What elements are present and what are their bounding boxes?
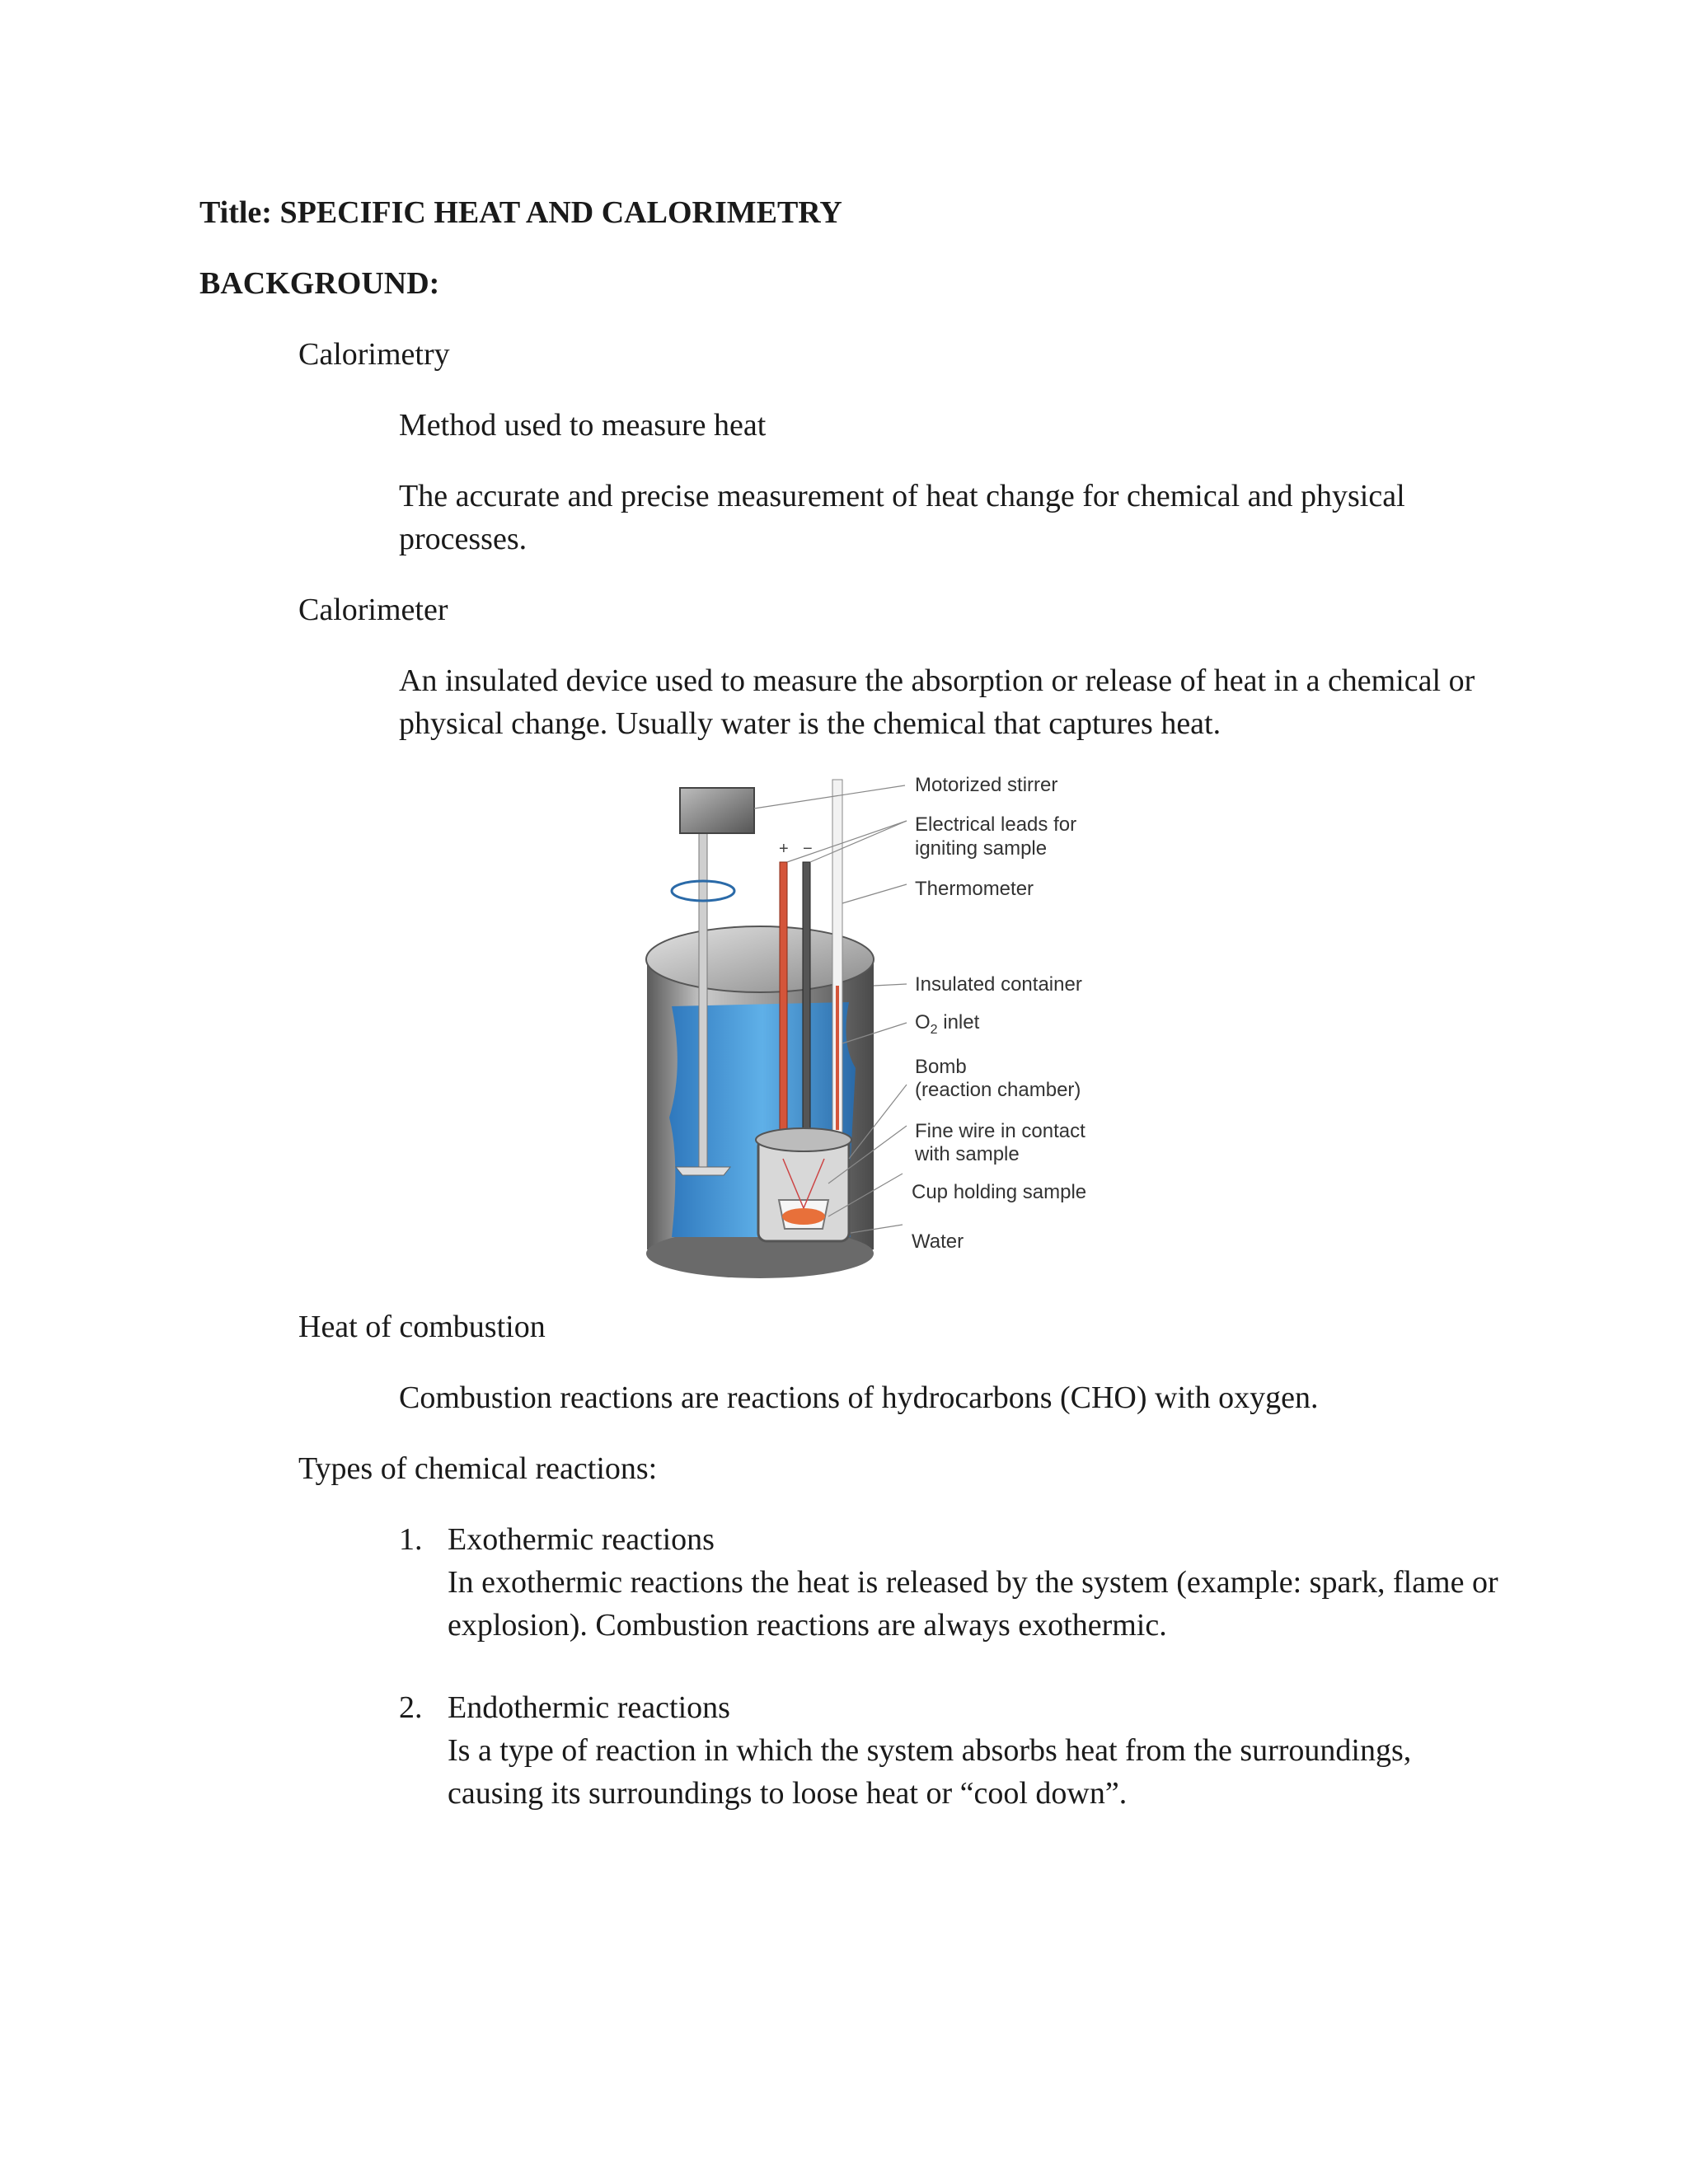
calorimetry-definition-1: Method used to measure heat [399,408,767,443]
plus-sign: + [779,840,789,858]
document-title: Title: SPECIFIC HEAT AND CALORIMETRY [199,195,842,230]
list-item-endothermic [448,1686,1511,1815]
minus-sign: − [803,840,813,858]
bomb-calorimeter-figure [635,771,1113,1282]
endothermic-title: Endothermic reactions [448,1690,730,1725]
label-thermometer: Thermometer [915,878,1034,900]
calorimeter-heading: Calorimeter [298,593,448,627]
label-bomb-line2: (reaction chamber) [915,1079,1081,1101]
stirrer-shaft [699,821,707,1167]
label-electrical-leads-line2: igniting sample [915,837,1048,860]
label-fine-wire-line1: Fine wire in contact [915,1120,1085,1142]
lead-positive [780,862,787,1159]
exothermic-body: In exothermic reactions the heat is released by the system (example: spark, flame or explosion). Combustion reactions are always exothermic. [448,1565,1498,1643]
label-o2-inlet [915,1010,979,1042]
types-heading: Types of chemical reactions: [298,1451,658,1486]
sample [782,1208,825,1225]
background-heading: BACKGROUND: [199,266,440,301]
endothermic-body: Is a type of reaction in which the system absorbs heat from the surroundings, causing its surroundings to loose heat or “cool down”. [448,1733,1412,1811]
label-electrical-leads-line1: Electrical leads for [915,813,1077,836]
stirrer-blade [676,1167,730,1175]
calorimetry-definition-2: The accurate and precise measurement of heat change for chemical and physical processes. [399,479,1405,556]
label-motorized-stirrer: Motorized stirrer [915,774,1058,796]
o2-suffix: inlet [937,1011,980,1033]
motor-box [680,788,754,833]
list-number-2: 2. [399,1690,423,1725]
exothermic-title: Exothermic reactions [448,1522,715,1557]
label-bomb-line1: Bomb [915,1056,967,1078]
o2-subscript: 2 [930,1022,938,1037]
heat-of-combustion-description: Combustion reactions are reactions of hydrocarbons (CHO) with oxygen. [399,1380,1319,1415]
label-insulated-container: Insulated container [915,973,1082,996]
label-cup-holding-sample: Cup holding sample [912,1181,1087,1203]
label-fine-wire-line2: with sample [915,1143,1020,1165]
o2-prefix: O [915,1011,931,1033]
label-water: Water [912,1230,964,1253]
calorimetry-heading: Calorimetry [298,337,450,372]
lead-negative [803,862,810,1159]
list-item-exothermic [448,1518,1511,1647]
list-number-1: 1. [399,1522,423,1557]
heat-of-combustion-heading: Heat of combustion [298,1310,546,1344]
calorimeter-description: An insulated device used to measure the absorption or release of heat in a chemical or physical change. Usually water is the chemical that captures heat. [399,663,1475,741]
